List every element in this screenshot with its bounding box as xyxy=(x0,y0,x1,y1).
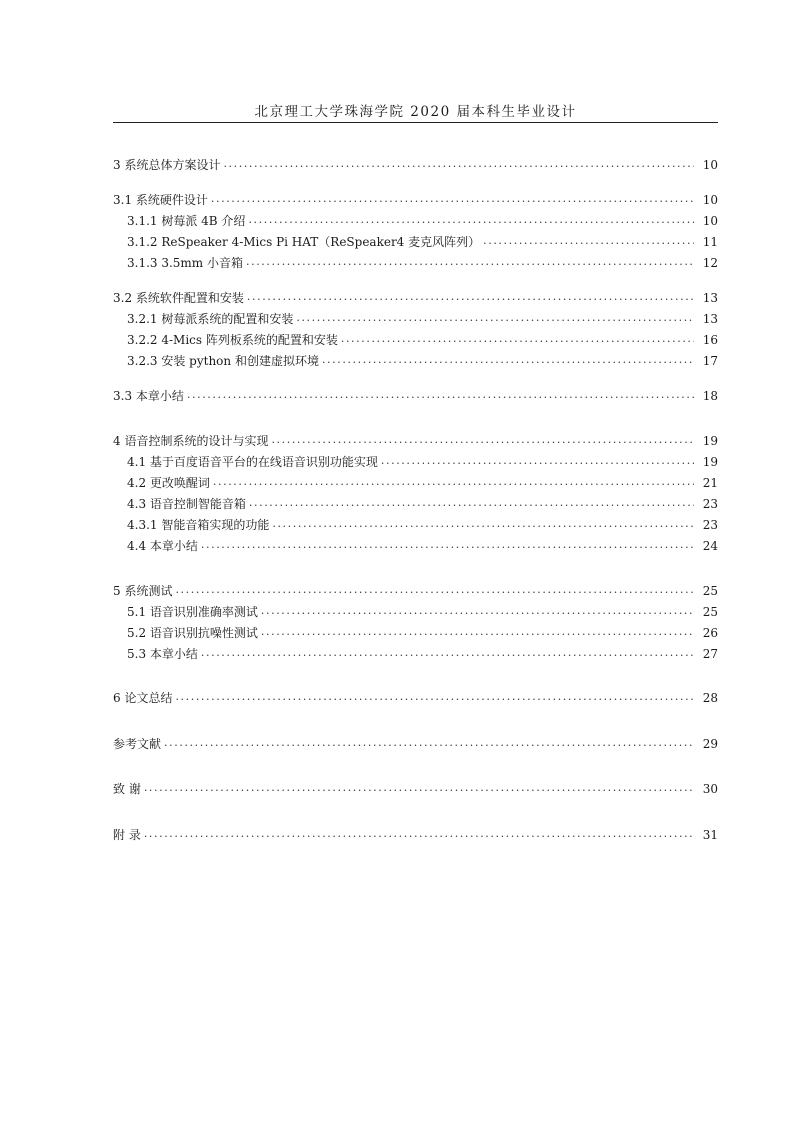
toc-entry-page: 21 xyxy=(702,476,718,490)
toc-entry-page: 19 xyxy=(702,455,718,469)
toc-entry-title: 5 系统测试 xyxy=(113,584,173,598)
toc-entry-page: 30 xyxy=(702,782,718,796)
toc-entry-title: 6 论文总结 xyxy=(113,691,173,705)
toc-entry-title: 3.1.2 ReSpeaker 4-Mics Pi HAT（ReSpeaker4 麦克风阵列） xyxy=(127,235,481,249)
toc-leader-dots xyxy=(187,387,694,403)
toc-entry-title: 致 谢 xyxy=(113,782,141,796)
toc-entry-page: 29 xyxy=(702,737,718,751)
toc-entry[interactable] xyxy=(113,823,718,843)
toc-entry[interactable] xyxy=(113,621,718,641)
toc-entry[interactable] xyxy=(113,777,718,797)
toc-entry-title: 4.4 本章小结 xyxy=(127,539,198,553)
toc-entry-page: 18 xyxy=(702,389,718,403)
toc-leader-dots xyxy=(201,645,694,661)
toc-leader-dots xyxy=(175,689,694,705)
toc-entry[interactable] xyxy=(113,286,718,306)
toc-entry-title: 5.2 语音识别抗噪性测试 xyxy=(127,626,258,640)
toc-entry-page: 28 xyxy=(702,691,718,705)
toc-leader-dots xyxy=(164,735,694,751)
toc-entry-page: 12 xyxy=(702,256,718,270)
toc-entry-title: 3.2 系统软件配置和安装 xyxy=(113,291,244,305)
toc-entry-title: 3.1 系统硬件设计 xyxy=(113,193,208,207)
toc-entry[interactable] xyxy=(113,349,718,369)
toc-entry-title: 4.3 语音控制智能音箱 xyxy=(127,497,246,511)
toc-entry[interactable] xyxy=(113,600,718,620)
toc-entry[interactable] xyxy=(113,579,718,599)
toc-leader-dots xyxy=(271,432,694,448)
toc-entry[interactable] xyxy=(113,450,718,470)
toc-entry-page: 25 xyxy=(702,605,718,619)
header-rule xyxy=(113,122,718,123)
toc-entry[interactable] xyxy=(113,251,718,271)
toc-entry-page: 26 xyxy=(702,626,718,640)
toc-entry-title: 附 录 xyxy=(113,828,141,842)
toc-entry-title: 4.2 更改唤醒词 xyxy=(127,476,210,490)
toc-leader-dots xyxy=(249,495,694,511)
toc-leader-dots xyxy=(211,191,694,207)
toc-entry[interactable] xyxy=(113,642,718,662)
toc-leader-dots xyxy=(272,516,694,532)
toc-entry-title: 3.1.3 3.5mm 小音箱 xyxy=(127,256,244,270)
toc-entry-page: 10 xyxy=(702,158,718,172)
toc-entry-page: 23 xyxy=(702,518,718,532)
toc-leader-dots xyxy=(247,289,694,305)
toc-leader-dots xyxy=(261,624,694,640)
toc-entry-page: 11 xyxy=(702,235,718,249)
toc-entry[interactable] xyxy=(113,429,718,449)
toc-entry[interactable] xyxy=(113,492,718,512)
toc-entry-title: 3.2.3 安装 python 和创建虚拟环境 xyxy=(127,354,319,368)
toc-entry-title: 5.1 语音识别准确率测试 xyxy=(127,605,258,619)
toc-entry-page: 23 xyxy=(702,497,718,511)
toc-leader-dots xyxy=(201,537,694,553)
toc-entry-title: 4.1 基于百度语音平台的在线语音识别功能实现 xyxy=(127,455,378,469)
toc-entry[interactable] xyxy=(113,513,718,533)
toc-leader-dots xyxy=(381,453,694,469)
toc-leader-dots xyxy=(144,826,694,842)
toc-entry[interactable] xyxy=(113,732,718,752)
toc-leader-dots xyxy=(144,780,694,796)
toc-entry-page: 10 xyxy=(702,214,718,228)
toc-entry-page: 31 xyxy=(702,828,718,842)
toc-entry-page: 24 xyxy=(702,539,718,553)
toc-entry[interactable] xyxy=(113,307,718,327)
toc-leader-dots xyxy=(175,582,694,598)
toc-entry-page: 13 xyxy=(702,312,718,326)
toc-leader-dots xyxy=(322,352,694,368)
toc-entry-title: 5.3 本章小结 xyxy=(127,647,198,661)
toc-entry[interactable] xyxy=(113,686,718,706)
page-header-title: 北京理工大学珠海学院 2020 届本科生毕业设计 xyxy=(254,104,577,120)
toc-entry[interactable] xyxy=(113,230,718,250)
toc-leader-dots xyxy=(261,603,694,619)
toc-entry-page: 17 xyxy=(702,354,718,368)
toc-entry-page: 19 xyxy=(702,434,718,448)
toc-leader-dots xyxy=(213,474,694,490)
toc-entry-title: 3.1.1 树莓派 4B 介绍 xyxy=(127,214,246,228)
toc-entry-page: 27 xyxy=(702,647,718,661)
toc-entry[interactable] xyxy=(113,209,718,229)
toc-entry[interactable] xyxy=(113,534,718,554)
toc-leader-dots xyxy=(248,212,694,228)
toc-entry-page: 10 xyxy=(702,193,718,207)
toc-entry-page: 13 xyxy=(702,291,718,305)
toc-entry-title: 3.2.2 4-Mics 阵列板系统的配置和安装 xyxy=(127,333,338,347)
toc-entry-title: 3.3 本章小结 xyxy=(113,389,184,403)
toc-leader-dots xyxy=(341,331,694,347)
toc-entry-title: 4 语音控制系统的设计与实现 xyxy=(113,434,269,448)
toc-entry-title: 4.3.1 智能音箱实现的功能 xyxy=(127,518,270,532)
toc-entry[interactable] xyxy=(113,384,718,404)
toc-entry-title: 3.2.1 树莓派系统的配置和安装 xyxy=(127,312,294,326)
toc-leader-dots xyxy=(246,254,694,270)
toc-leader-dots xyxy=(223,156,694,172)
toc-entry-page: 16 xyxy=(702,333,718,347)
toc-entry[interactable] xyxy=(113,328,718,348)
toc-leader-dots xyxy=(483,233,694,249)
toc-entry[interactable] xyxy=(113,153,718,173)
toc-entry[interactable] xyxy=(113,471,718,491)
toc-leader-dots xyxy=(296,310,694,326)
toc-entry-page: 25 xyxy=(702,584,718,598)
toc-entry-title: 3 系统总体方案设计 xyxy=(113,158,221,172)
toc-entry-title: 参考文献 xyxy=(113,737,162,751)
toc-entry[interactable] xyxy=(113,188,718,208)
